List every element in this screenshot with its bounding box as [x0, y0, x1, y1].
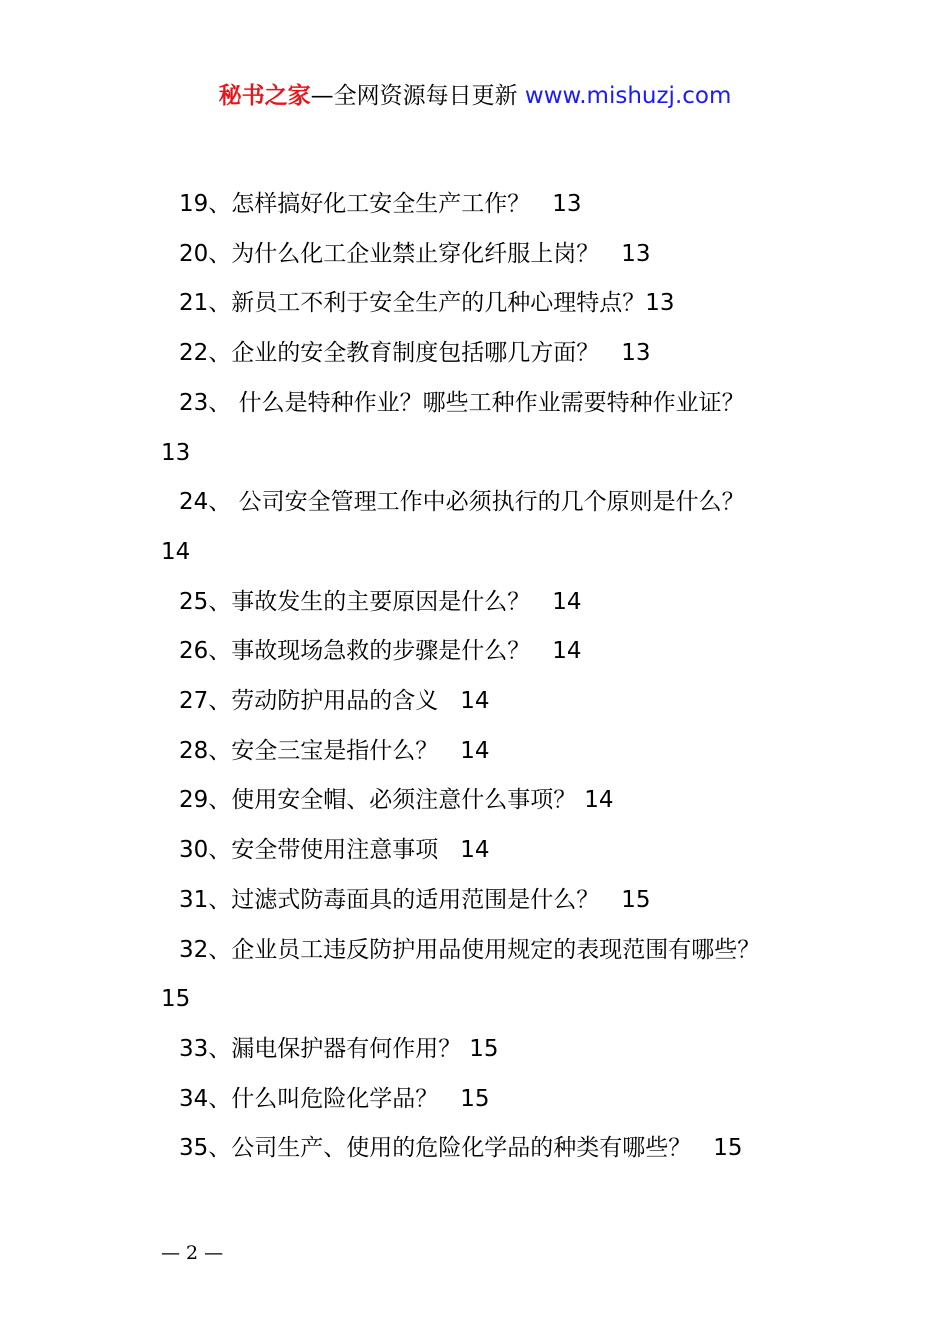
entry-title: 、劳动防护用品的含义 [208, 688, 439, 715]
entry-page: 13 [552, 191, 582, 217]
toc-entry-32[interactable] [161, 926, 841, 1025]
entry-number: 32 [179, 936, 209, 963]
entry-page: 15 [460, 1085, 490, 1112]
entry-title: 、漏电保护器有何作用？ [208, 1035, 462, 1062]
toc-entry-21[interactable] [161, 279, 841, 329]
table-of-contents [161, 180, 841, 1174]
toc-entry-20[interactable] [161, 230, 841, 280]
entry-page: 15 [469, 1035, 499, 1062]
toc-entry-23[interactable] [161, 379, 841, 478]
entry-number: 28 [179, 737, 209, 764]
entry-number: 35 [179, 1135, 209, 1162]
toc-entry-28[interactable] [161, 727, 841, 777]
page-number: — 2 — [161, 1242, 224, 1264]
entry-title: 、使用安全帽、必须注意什么事项？ [208, 787, 577, 814]
toc-entry-30[interactable] [161, 826, 841, 876]
entry-number: 26 [179, 638, 209, 665]
entry-page: 14 [161, 538, 191, 565]
entry-page: 15 [713, 1135, 743, 1162]
entry-title: 、 公司安全管理工作中必须执行的几个原则是什么？ [208, 489, 745, 516]
toc-entry-29[interactable] [161, 776, 841, 826]
toc-entry-26[interactable] [161, 627, 841, 677]
entry-page: 14 [460, 737, 490, 764]
entry-page: 13 [621, 340, 651, 367]
entry-page: 15 [621, 886, 651, 913]
entry-title: 、企业员工违反防护用品使用规定的表现范围有哪些？ [208, 936, 761, 963]
entry-title: 、事故发生的主要原因是什么？ [208, 588, 531, 615]
entry-page: 13 [645, 290, 675, 317]
entry-title: 、 什么是特种作业？哪些工种作业需要特种作业证？ [208, 389, 745, 416]
entry-title: 、怎样搞好化工安全生产工作？ [208, 191, 531, 217]
toc-entry-27[interactable] [161, 677, 841, 727]
toc-entry-25[interactable] [161, 578, 841, 628]
entry-page: 14 [584, 787, 614, 814]
entry-number: 27 [179, 688, 209, 715]
entry-page: 13 [621, 240, 651, 267]
entry-title: 、公司生产、使用的危险化学品的种类有哪些？ [208, 1135, 692, 1162]
entry-page: 14 [552, 638, 582, 665]
entry-number: 30 [179, 837, 209, 864]
entry-page: 14 [460, 688, 490, 715]
toc-entry-35[interactable] [161, 1124, 841, 1174]
entry-page: 14 [460, 837, 490, 864]
entry-number: 21 [179, 290, 209, 317]
toc-entry-22[interactable] [161, 329, 841, 379]
entry-title: 、事故现场急救的步骤是什么？ [208, 638, 531, 665]
entry-number: 20 [179, 240, 209, 267]
entry-title: 、企业的安全教育制度包括哪几方面？ [208, 340, 600, 367]
entry-number: 23 [179, 389, 209, 416]
entry-title: 、新员工不利于安全生产的几种心理特点？ [208, 290, 646, 317]
page-header [0, 80, 950, 112]
toc-entry-24[interactable] [161, 478, 841, 577]
entry-number: 22 [179, 340, 209, 367]
entry-number: 24 [179, 489, 209, 516]
entry-number: 31 [179, 886, 209, 913]
entry-number: 29 [179, 787, 209, 814]
toc-entry-33[interactable] [161, 1025, 841, 1075]
toc-entry-34[interactable] [161, 1075, 841, 1125]
entry-title: 、安全带使用注意事项 [208, 837, 439, 864]
entry-number: 19 [179, 191, 209, 217]
header-tagline: —全网资源每日更新 [310, 83, 518, 109]
toc-entry-31[interactable] [161, 876, 841, 926]
entry-page: 14 [552, 588, 582, 615]
entry-number: 33 [179, 1035, 209, 1062]
brand-name: 秘书之家 [218, 83, 311, 109]
entry-number: 25 [179, 588, 209, 615]
entry-title: 、安全三宝是指什么？ [208, 737, 439, 764]
entry-number: 34 [179, 1085, 209, 1112]
entry-title: 、过滤式防毒面具的适用范围是什么？ [208, 886, 600, 913]
entry-page: 15 [161, 986, 191, 1013]
entry-title: 、什么叫危险化学品？ [208, 1085, 439, 1112]
site-link[interactable]: www.mishuzj.com [524, 83, 732, 109]
entry-title: 、为什么化工企业禁止穿化纤服上岗？ [208, 240, 600, 267]
entry-page: 13 [161, 439, 191, 466]
toc-entry-19[interactable] [161, 180, 841, 230]
